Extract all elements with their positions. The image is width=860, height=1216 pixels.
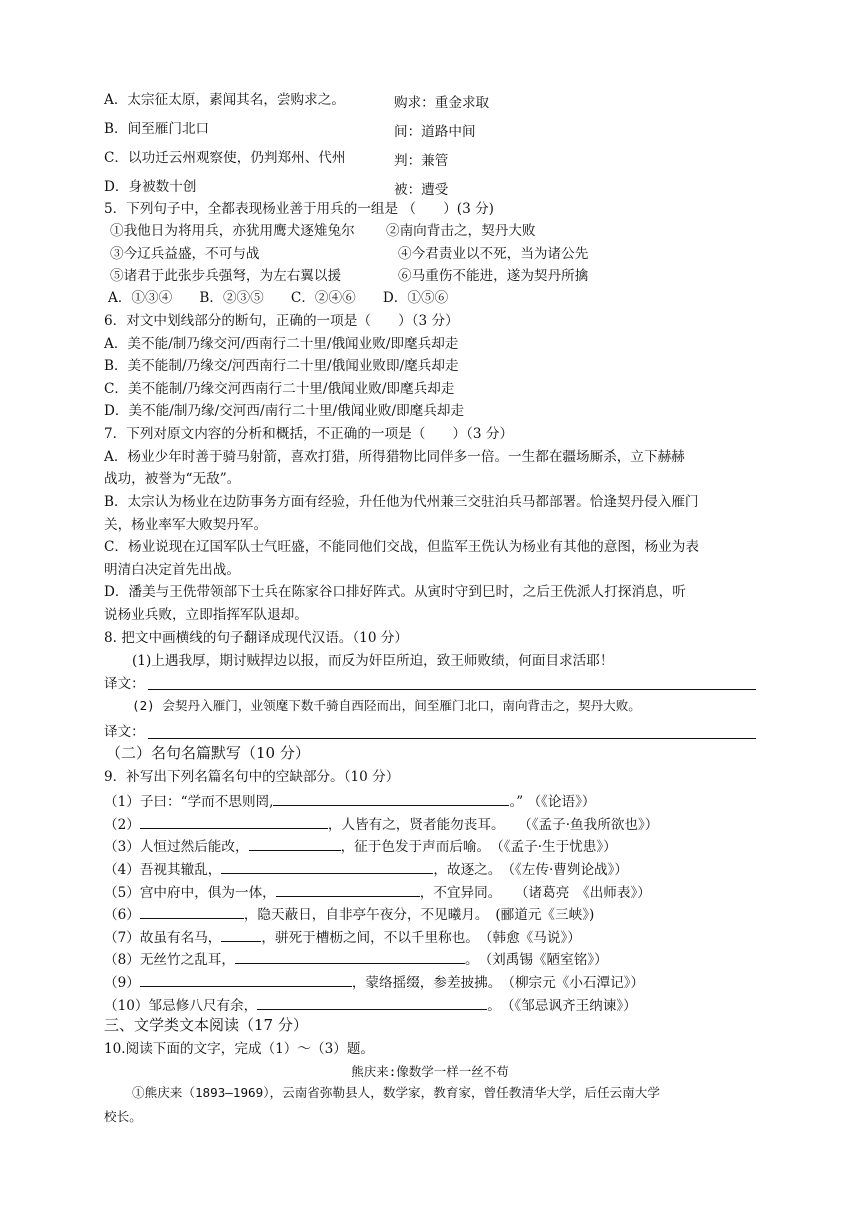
- fill-8-suffix: 。 （刘禹锡《陋室铭》）: [465, 952, 608, 968]
- fill-line-1: [104, 791, 595, 811]
- fill-line-5: [104, 882, 651, 902]
- q5-item-1: ①我他日为将用兵，亦犹用鹰犬逐雉兔尔: [110, 223, 355, 239]
- fill-8-prefix: （8）无丝竹之乱耳，: [104, 952, 235, 968]
- q4-option-c: C．以功迁云州观察使，仍判郑州、代州: [104, 150, 346, 166]
- fill-line-7: [104, 927, 581, 947]
- fill-10-prefix: （10）邹忌修八尺有余，: [104, 998, 258, 1014]
- q4-gloss-c: 判：兼管: [394, 153, 449, 169]
- q7-option-d-line2: 说杨业兵败，立即指挥军队退却。: [104, 607, 308, 623]
- q6-option-d: D．美不能/制乃缘/交河西/南行二十里/俄闻业败/即麾兵却走: [104, 403, 465, 419]
- q5-item-6: ⑥马重伤不能进，遂为契丹所擒: [398, 268, 589, 284]
- q5-item-4: ④今君责业以不死，当为诸公先: [398, 246, 589, 262]
- section-3-heading: 三、文学类文本阅读（17 分）: [104, 1016, 308, 1034]
- q8-translation-label-1: 译文：: [104, 676, 145, 692]
- blank-7[interactable]: [221, 927, 261, 942]
- q5-choices: A．①③④ B．②③⑤ C．②④⑥ D．①⑤⑥: [108, 290, 449, 306]
- fill-line-8: [104, 949, 608, 969]
- blank-10[interactable]: [257, 995, 487, 1010]
- q4-option-a: A．太宗征太原，素闻其名，尝购求之。: [104, 92, 345, 108]
- q5-item-2: ②南向背击之，契丹大败: [386, 223, 536, 239]
- fill-6-prefix: （6）: [104, 907, 140, 923]
- fill-3-prefix: （3）人恒过然后能改，: [104, 839, 249, 855]
- q7-stem: 7．下列对原文内容的分析和概括，不正确的一项是（ ）（3 分）: [104, 426, 514, 442]
- fill-line-2: [104, 814, 658, 834]
- q4-gloss-b: 间：道路中间: [394, 124, 476, 140]
- q7-option-c-line2: 明清白决定首先出战。: [104, 562, 240, 578]
- q5-item-5: ⑤诸君于此张步兵强弩，为左右翼以援: [110, 268, 342, 284]
- q8-answer-line-1[interactable]: [148, 689, 756, 690]
- q4-option-b: B．间至雁门北口: [104, 121, 210, 137]
- q7-option-a-line2: 战功，被誉为“无敌”。: [104, 471, 241, 487]
- blank-4[interactable]: [221, 859, 433, 874]
- article-paragraph-1-line1: ①熊庆来（1893—1969），云南省弥勒县人，数学家，教育家，曾任教清华大学，后任云南大学: [132, 1085, 660, 1100]
- q8-stem: 8. 把文中画横线的句子翻译成现代汉语。（10 分）: [104, 630, 408, 646]
- blank-5[interactable]: [276, 882, 420, 897]
- fill-6-suffix: ，隐天蔽日，自非亭午夜分，不见曦月。 (郦道元《三峡》): [243, 907, 595, 923]
- fill-1-suffix: 。” （《论语》）: [509, 794, 596, 810]
- blank-9[interactable]: [140, 972, 352, 987]
- q8-sentence-1: (1)上遇我厚，期讨贼捍边以报，而反为奸臣所迫，致王师败绩，何面目求活耶！: [132, 653, 614, 669]
- blank-6[interactable]: [140, 904, 244, 919]
- q7-option-d-line1: D．潘美与王侁带领部下士兵在陈家谷口排好阵式。从寅时守到巳时，之后王侁派人打探消息，听: [104, 584, 686, 600]
- q6-option-b: B．美不能制/乃缘交/河西南行二十里/俄闻业败即/麾兵却走: [104, 358, 459, 374]
- fill-5-prefix: （5）宫中府中，俱为一体，: [104, 885, 276, 901]
- q4-gloss-a: 购求：重金求取: [394, 95, 490, 111]
- blank-1[interactable]: [273, 791, 509, 806]
- fill-2-prefix: （2）: [104, 817, 140, 833]
- q6-stem: 6．对文中划线部分的断句，正确的一项是（ ）（3 分）: [104, 313, 459, 329]
- section-2-heading: （二）名句名篇默写（10 分）: [106, 744, 310, 762]
- q7-option-b-line1: B．太宗认为杨业在边防事务方面有经验，升任他为代州兼三交驻泊兵马都部署。恰逢契丹侵入雁门: [104, 494, 699, 510]
- q7-option-b-line2: 关，杨业率军大败契丹军。: [104, 517, 268, 533]
- fill-line-4: [104, 859, 628, 879]
- blank-2[interactable]: [140, 814, 328, 829]
- q8-sentence-2: (2) 会契丹入雁门，业领麾下数千骑自西陉而出，间至雁门北口，南向背击之，契丹大败。: [132, 698, 641, 713]
- fill-9-prefix: （9）: [104, 975, 140, 991]
- q5-item-3: ③今辽兵益盛，不可与战: [110, 246, 260, 262]
- q7-option-a-line1: A．杨业少年时善于骑马射箭，喜欢打猎，所得猎物比同伴多一倍。一生都在疆场厮杀，立下赫赫: [104, 449, 685, 465]
- fill-10-suffix: 。 （《邹忌讽齐王纳谏》）: [487, 998, 637, 1014]
- q4-gloss-d: 被：遭受: [394, 182, 449, 198]
- q7-option-c-line1: C．杨业说现在辽国军队士气旺盛，不能同他们交战，但监军王侁认为杨业有其他的意图，杨业为表: [104, 539, 699, 555]
- q8-translation-label-2: 译文：: [104, 724, 145, 740]
- fill-5-suffix: ，不宜异同。 （诸葛亮 《出师表》）: [419, 885, 651, 901]
- q8-answer-line-2[interactable]: [148, 738, 756, 739]
- fill-4-prefix: （4）吾视其辙乱，: [104, 862, 222, 878]
- fill-line-6: [104, 904, 594, 924]
- q9-stem: 9．补写出下列名篇名句中的空缺部分。（10 分）: [104, 769, 400, 785]
- fill-7-suffix: ，骈死于槽枥之间，不以千里称也。 （韩愈《马说》）: [261, 930, 581, 946]
- fill-line-10: [104, 995, 637, 1015]
- q10-stem: 10.阅读下面的文字，完成（1）～（3）题。: [104, 1041, 375, 1057]
- fill-line-9: [104, 972, 644, 992]
- blank-3[interactable]: [249, 836, 341, 851]
- fill-1-prefix: （1）子曰：“学而不思则罔,: [104, 794, 274, 810]
- blank-8[interactable]: [235, 949, 465, 964]
- article-title: 熊庆来:像数学一样一丝不苟: [351, 1064, 509, 1079]
- fill-2-suffix: ，人皆有之，贤者能勿丧耳。 （《孟子·鱼我所欲也》）: [327, 817, 659, 833]
- fill-3-suffix: ，征于色发于声而后喻。 （《孟子·生于忧患》）: [340, 839, 617, 855]
- q5-stem: 5．下列句子中，全都表现杨业善于用兵的一组是 （ ）(3 分): [104, 201, 494, 217]
- fill-9-suffix: ，蒙络摇缀，参差披拂。 （柳宗元《小石潭记》）: [351, 975, 645, 991]
- article-paragraph-1-line2: 校长。: [104, 1109, 142, 1124]
- q6-option-a: A．美不能/制乃缘交河/西南行二十里/俄闻业败/即麾兵却走: [104, 336, 459, 352]
- q6-option-c: C．美不能制/乃缘交河西南行二十里/俄闻业败/即麾兵却走: [104, 381, 455, 397]
- fill-7-prefix: （7）故虽有名马，: [104, 930, 222, 946]
- fill-4-suffix: ，故逐之。 （《左传·曹刿论战》）: [433, 862, 629, 878]
- q4-option-d: D．身被数十创: [104, 179, 197, 195]
- fill-line-3: [104, 836, 617, 856]
